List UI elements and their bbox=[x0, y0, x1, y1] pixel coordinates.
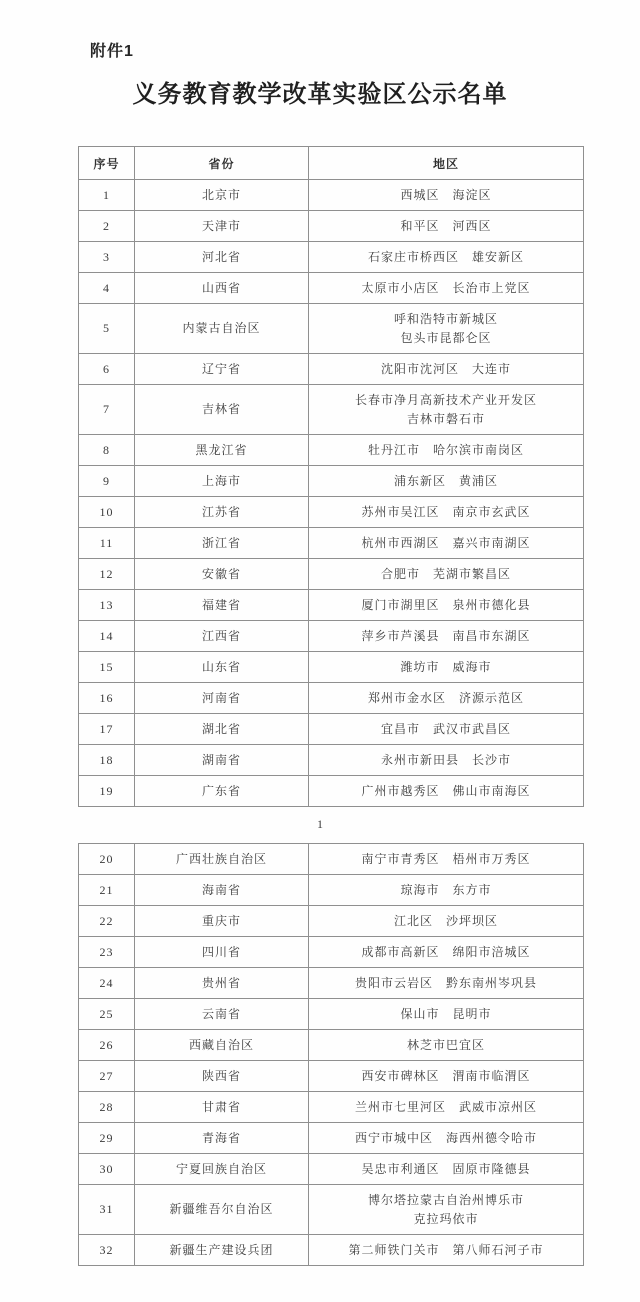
cell-province: 贵州省 bbox=[135, 968, 309, 999]
table-row bbox=[79, 844, 584, 875]
cell-province: 山西省 bbox=[135, 273, 309, 304]
cell-region: 林芝市巴宜区 bbox=[309, 1030, 584, 1061]
cell-region: 太原市小店区 长治市上党区 bbox=[309, 273, 584, 304]
table-row bbox=[79, 435, 584, 466]
cell-index: 8 bbox=[79, 435, 135, 466]
table-row bbox=[79, 211, 584, 242]
cell-region: 第二师铁门关市 第八师石河子市 bbox=[309, 1235, 584, 1266]
cell-index: 23 bbox=[79, 937, 135, 968]
table-row bbox=[79, 590, 584, 621]
cell-region: 西宁市城中区 海西州德令哈市 bbox=[309, 1123, 584, 1154]
cell-region: 厦门市湖里区 泉州市德化县 bbox=[309, 590, 584, 621]
cell-region: 江北区 沙坪坝区 bbox=[309, 906, 584, 937]
table-row bbox=[79, 968, 584, 999]
table-row bbox=[79, 273, 584, 304]
cell-province: 内蒙古自治区 bbox=[135, 304, 309, 354]
cell-region: 吴忠市利通区 固原市隆德县 bbox=[309, 1154, 584, 1185]
table-row bbox=[79, 906, 584, 937]
cell-index: 20 bbox=[79, 844, 135, 875]
cell-region: 兰州市七里河区 武威市凉州区 bbox=[309, 1092, 584, 1123]
table-row bbox=[79, 714, 584, 745]
table-row bbox=[79, 497, 584, 528]
table-row bbox=[79, 652, 584, 683]
cell-region: 萍乡市芦溪县 南昌市东湖区 bbox=[309, 621, 584, 652]
cell-index: 1 bbox=[79, 180, 135, 211]
cell-index: 24 bbox=[79, 968, 135, 999]
cell-index: 22 bbox=[79, 906, 135, 937]
roster-table-page2 bbox=[78, 843, 584, 1266]
cell-province: 湖南省 bbox=[135, 745, 309, 776]
cell-index: 29 bbox=[79, 1123, 135, 1154]
cell-index: 21 bbox=[79, 875, 135, 906]
cell-region: 苏州市吴江区 南京市玄武区 bbox=[309, 497, 584, 528]
cell-region: 西城区 海淀区 bbox=[309, 180, 584, 211]
cell-index: 10 bbox=[79, 497, 135, 528]
cell-province: 重庆市 bbox=[135, 906, 309, 937]
table-row bbox=[79, 937, 584, 968]
cell-region: 石家庄市桥西区 雄安新区 bbox=[309, 242, 584, 273]
table-row bbox=[79, 745, 584, 776]
cell-province: 安徽省 bbox=[135, 559, 309, 590]
table-row bbox=[79, 466, 584, 497]
cell-province: 西藏自治区 bbox=[135, 1030, 309, 1061]
cell-index: 17 bbox=[79, 714, 135, 745]
table-row bbox=[79, 354, 584, 385]
header-index: 序号 bbox=[79, 147, 135, 180]
cell-province: 湖北省 bbox=[135, 714, 309, 745]
cell-index: 2 bbox=[79, 211, 135, 242]
cell-region: 西安市碑林区 渭南市临渭区 bbox=[309, 1061, 584, 1092]
cell-index: 5 bbox=[79, 304, 135, 354]
cell-index: 4 bbox=[79, 273, 135, 304]
cell-region: 广州市越秀区 佛山市南海区 bbox=[309, 776, 584, 807]
cell-region: 成都市高新区 绵阳市涪城区 bbox=[309, 937, 584, 968]
cell-province: 海南省 bbox=[135, 875, 309, 906]
cell-province: 四川省 bbox=[135, 937, 309, 968]
table-row bbox=[79, 559, 584, 590]
cell-province: 天津市 bbox=[135, 211, 309, 242]
header-region: 地区 bbox=[309, 147, 584, 180]
table-row bbox=[79, 1235, 584, 1266]
cell-index: 9 bbox=[79, 466, 135, 497]
cell-province: 上海市 bbox=[135, 466, 309, 497]
cell-index: 11 bbox=[79, 528, 135, 559]
cell-region: 博尔塔拉蒙古自治州博乐市 克拉玛依市 bbox=[309, 1185, 584, 1235]
table-row bbox=[79, 1061, 584, 1092]
roster-table-page1 bbox=[78, 146, 584, 807]
cell-index: 32 bbox=[79, 1235, 135, 1266]
cell-province: 河北省 bbox=[135, 242, 309, 273]
attachment-label: 附件1 bbox=[90, 43, 134, 60]
cell-index: 16 bbox=[79, 683, 135, 714]
table-row bbox=[79, 1092, 584, 1123]
document-title: 义务教育教学改革实验区公示名单 bbox=[132, 82, 508, 108]
table-row bbox=[79, 621, 584, 652]
cell-region: 和平区 河西区 bbox=[309, 211, 584, 242]
cell-region: 南宁市青秀区 梧州市万秀区 bbox=[309, 844, 584, 875]
table-row bbox=[79, 1185, 584, 1235]
cell-index: 25 bbox=[79, 999, 135, 1030]
table-header-row bbox=[79, 147, 584, 180]
cell-index: 6 bbox=[79, 354, 135, 385]
cell-region: 永州市新田县 长沙市 bbox=[309, 745, 584, 776]
cell-region: 沈阳市沈河区 大连市 bbox=[309, 354, 584, 385]
table-row bbox=[79, 1030, 584, 1061]
cell-index: 27 bbox=[79, 1061, 135, 1092]
cell-region: 宜昌市 武汉市武昌区 bbox=[309, 714, 584, 745]
cell-region: 保山市 昆明市 bbox=[309, 999, 584, 1030]
cell-index: 31 bbox=[79, 1185, 135, 1235]
cell-province: 陕西省 bbox=[135, 1061, 309, 1092]
cell-region: 长春市净月高新技术产业开发区 吉林市磐石市 bbox=[309, 385, 584, 435]
cell-index: 3 bbox=[79, 242, 135, 273]
cell-province: 福建省 bbox=[135, 590, 309, 621]
cell-province: 甘肃省 bbox=[135, 1092, 309, 1123]
cell-province: 山东省 bbox=[135, 652, 309, 683]
cell-index: 7 bbox=[79, 385, 135, 435]
cell-region: 牡丹江市 哈尔滨市南岗区 bbox=[309, 435, 584, 466]
cell-region: 呼和浩特市新城区 包头市昆都仑区 bbox=[309, 304, 584, 354]
cell-province: 辽宁省 bbox=[135, 354, 309, 385]
header-province: 省份 bbox=[135, 147, 309, 180]
cell-province: 青海省 bbox=[135, 1123, 309, 1154]
cell-index: 19 bbox=[79, 776, 135, 807]
cell-index: 28 bbox=[79, 1092, 135, 1123]
table-row bbox=[79, 1123, 584, 1154]
table-row bbox=[79, 999, 584, 1030]
cell-region: 杭州市西湖区 嘉兴市南湖区 bbox=[309, 528, 584, 559]
table-row bbox=[79, 304, 584, 354]
cell-index: 14 bbox=[79, 621, 135, 652]
table-row bbox=[79, 180, 584, 211]
cell-index: 12 bbox=[79, 559, 135, 590]
table-row bbox=[79, 776, 584, 807]
cell-province: 北京市 bbox=[135, 180, 309, 211]
table-row bbox=[79, 875, 584, 906]
table-row bbox=[79, 385, 584, 435]
cell-province: 河南省 bbox=[135, 683, 309, 714]
cell-region: 郑州市金水区 济源示范区 bbox=[309, 683, 584, 714]
table-row bbox=[79, 242, 584, 273]
cell-region: 浦东新区 黄浦区 bbox=[309, 466, 584, 497]
cell-province: 黑龙江省 bbox=[135, 435, 309, 466]
cell-index: 26 bbox=[79, 1030, 135, 1061]
cell-province: 新疆维吾尔自治区 bbox=[135, 1185, 309, 1235]
table-row bbox=[79, 528, 584, 559]
cell-index: 30 bbox=[79, 1154, 135, 1185]
cell-province: 浙江省 bbox=[135, 528, 309, 559]
cell-province: 云南省 bbox=[135, 999, 309, 1030]
cell-region: 合肥市 芜湖市繁昌区 bbox=[309, 559, 584, 590]
table-row bbox=[79, 683, 584, 714]
cell-index: 13 bbox=[79, 590, 135, 621]
cell-region: 贵阳市云岩区 黔东南州岑巩县 bbox=[309, 968, 584, 999]
cell-index: 15 bbox=[79, 652, 135, 683]
cell-province: 新疆生产建设兵团 bbox=[135, 1235, 309, 1266]
cell-province: 宁夏回族自治区 bbox=[135, 1154, 309, 1185]
cell-index: 18 bbox=[79, 745, 135, 776]
cell-province: 广西壮族自治区 bbox=[135, 844, 309, 875]
cell-province: 江西省 bbox=[135, 621, 309, 652]
page-number: 1 bbox=[317, 817, 323, 831]
table-row bbox=[79, 1154, 584, 1185]
cell-province: 广东省 bbox=[135, 776, 309, 807]
cell-region: 潍坊市 威海市 bbox=[309, 652, 584, 683]
cell-province: 江苏省 bbox=[135, 497, 309, 528]
cell-region: 琼海市 东方市 bbox=[309, 875, 584, 906]
cell-province: 吉林省 bbox=[135, 385, 309, 435]
